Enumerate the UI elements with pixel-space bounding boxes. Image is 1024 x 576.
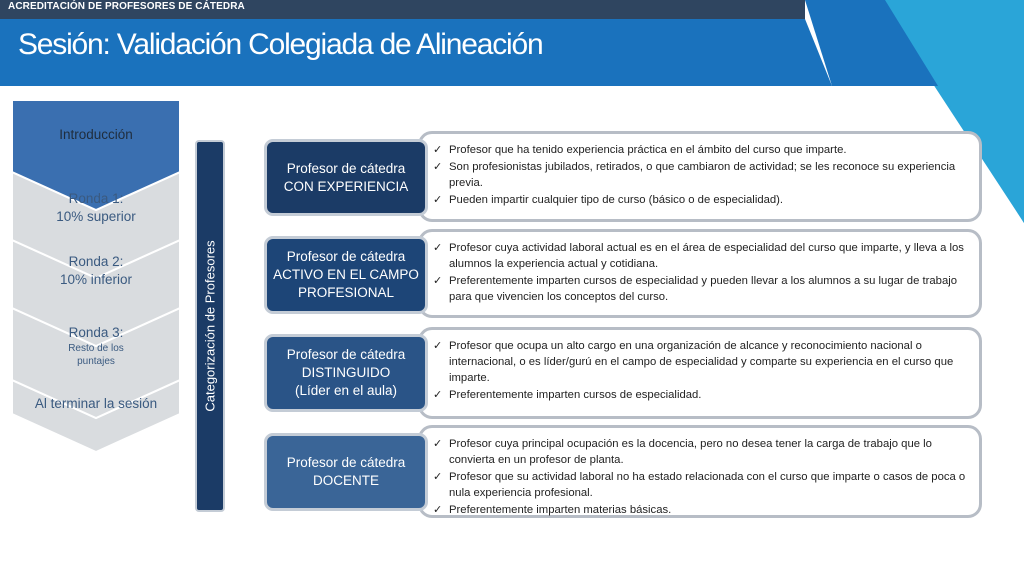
- list-item: ✓ Profesor cuya principal ocupación es la docencia, pero no desea tener la carga de trabajo que lo convierta en un profesor de planta.: [433, 438, 932, 466]
- categorizacion-label-bar: [195, 140, 225, 512]
- page-title: Sesión: Validación Colegiada de Alineación: [18, 28, 543, 61]
- list-item: ✓ Profesor que ha tenido experiencia práctica en el ámbito del curso que imparte.: [433, 144, 847, 156]
- category-card-experiencia: [418, 131, 982, 222]
- check-icon: ✓: [433, 471, 443, 483]
- check-icon: ✓: [433, 161, 443, 173]
- list-item: ✓ Son profesionistas jubilados, retirados, o que cambiaron de actividad; se les reconoce su experiencia previa.: [433, 161, 956, 189]
- list-item: ✓ Preferentemente imparten cursos de especialidad y pueden llevar a los alumnos a su lugar de trabajo para que vivencien los conceptos del curso.: [433, 275, 958, 303]
- list-item: ✓ Profesor cuya actividad laboral actual es en el área de especialidad del curso que imparte, y lleva a los alumnos la experiencia actual y cotidiana.: [433, 242, 964, 270]
- categorizacion-label: Categorización de Profesores: [202, 240, 218, 412]
- category-card-activo: [418, 229, 982, 318]
- list-item: ✓ Profesor que su actividad laboral no ha estado relacionada con el curso que imparte o casos de poca o nula experiencia profesional.: [433, 471, 966, 499]
- category-card-docente: [418, 425, 982, 518]
- step-ronda-2: Ronda 2: 10% inferior: [59, 254, 133, 287]
- check-icon: ✓: [433, 438, 443, 450]
- section-kicker: ACREDITACIÓN DE PROFESORES DE CÁTEDRA: [8, 1, 245, 12]
- list-item: ✓ Pueden impartir cualquier tipo de curso (básico o de especialidad).: [433, 194, 784, 206]
- category-card-distinguido: [418, 327, 982, 419]
- category-label-activo: Profesor de cátedra ACTIVO EN EL CAMPO PROFESIONAL: [264, 236, 428, 314]
- category-label-docente: Profesor de cátedra DOCENTE: [264, 433, 428, 511]
- check-icon: ✓: [433, 242, 443, 254]
- list-item: ✓ Preferentemente imparten materias básicas.: [433, 504, 672, 516]
- step-introduccion: Introducción: [59, 127, 133, 142]
- list-item: ✓ Profesor que ocupa un alto cargo en una organización de alcance y reconocimiento nacional o internacional, o es líder/gurú en el campo de especialidad y comparte su experiencia en el curso que imparte.: [433, 340, 954, 384]
- category-label-experiencia: Profesor de cátedra CON EXPERIENCIA: [264, 139, 428, 216]
- check-icon: ✓: [433, 340, 443, 352]
- step-al-terminar: Al terminar la sesión: [34, 396, 158, 411]
- check-icon: ✓: [433, 194, 443, 206]
- check-icon: ✓: [433, 389, 443, 401]
- check-icon: ✓: [433, 144, 443, 156]
- step-ronda-1: Ronda 1: 10% superior: [56, 191, 136, 224]
- list-item: ✓ Preferentemente imparten cursos de especialidad.: [433, 389, 702, 401]
- check-icon: ✓: [433, 504, 443, 516]
- category-label-distinguido: Profesor de cátedra DISTINGUIDO (Líder en el aula): [264, 334, 428, 412]
- check-icon: ✓: [433, 275, 443, 287]
- step-ronda-3: Ronda 3: Resto de los puntajes: [68, 325, 124, 367]
